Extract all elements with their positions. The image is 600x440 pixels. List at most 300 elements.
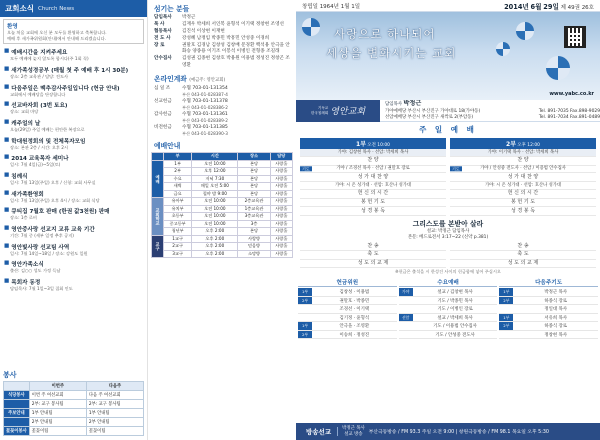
account-number-2: 부산 043-01-028386-2 — [182, 105, 228, 111]
dept-row — [152, 235, 293, 243]
news-item-title-text: 학대원정회의 및 전체목자모임 — [11, 138, 86, 145]
news-item — [4, 84, 143, 98]
news-item-title-text: 침례식 — [11, 174, 28, 181]
news-item — [4, 66, 143, 80]
news-item-title-text: 선교바자회 (3번 토요) — [11, 103, 68, 110]
worship-row — [300, 173, 446, 182]
logo-name: 영안교회 — [330, 107, 366, 117]
dept-cell: 본당 — [238, 175, 270, 183]
news-item-title-text: 캐주얼의 날 — [11, 121, 41, 128]
dept-row — [152, 160, 293, 168]
dept-title: 예배안내 — [154, 142, 181, 151]
worship-col-1-header — [300, 138, 446, 149]
broadcast-bar — [296, 423, 600, 440]
dept-cell: 오후 12:00 — [192, 168, 238, 176]
worship-row-text: 찬 양 — [367, 157, 379, 164]
issue-month: 6월 — [530, 2, 542, 11]
dept-head-3: 담당 — [270, 153, 292, 161]
worship-row-text: 성 가 대 찬 양 — [507, 173, 539, 180]
bullet-icon: ■ — [4, 260, 10, 267]
volunteer-this-week: 이번 주 여선교회 — [29, 391, 86, 400]
news-item — [4, 207, 143, 221]
issue-number: 26호 — [581, 4, 594, 11]
cover-column — [296, 0, 600, 440]
server-row — [151, 36, 293, 43]
duty-value: 이승희 · 정성진 — [339, 332, 370, 338]
volunteer-row-label: 꽃꽂이봉사 — [4, 427, 30, 436]
news-item-title-text: 예배시간을 지켜주세요 — [11, 50, 68, 57]
dept-head-0: 부 — [164, 153, 192, 161]
bullet-icon: ■ — [4, 242, 10, 249]
news-item-title-text: 영안중사랑 선교지 교류 교육 기간 — [11, 227, 95, 234]
worship-order — [296, 124, 600, 275]
news-item — [4, 225, 143, 239]
dept-cell: 1교구 — [164, 235, 192, 243]
news-item — [4, 278, 143, 292]
duty-value: 정창현 목사 — [544, 332, 567, 338]
worship-col-1 — [300, 138, 446, 216]
dept-row — [152, 228, 293, 236]
account-number: 수협 703-01-131385 — [182, 125, 228, 131]
duty-value: 서유희 목사 — [544, 315, 567, 321]
duty-row — [298, 288, 397, 297]
volunteer-section — [0, 370, 147, 436]
news-item-title-text: 큐티집 7월호 판매 (한권 값3천원) 판매 — [11, 209, 110, 216]
dept-cell: 새벽 — [164, 183, 192, 191]
post-sermon-row: 축 도 — [300, 251, 446, 260]
duty-key: 2부 — [298, 297, 312, 305]
post-sermon — [300, 242, 596, 268]
news-item-desc: 장소: 1층 로비 — [10, 215, 37, 221]
duty-wednesday — [399, 278, 498, 339]
dept-cell: 사랑홀 — [270, 213, 292, 221]
dept-cell: 청년부 — [164, 228, 192, 236]
sermon-preacher: 설교: 박정근 담임목사 — [426, 229, 470, 235]
duty-key: 2부 — [298, 331, 312, 339]
duty-key — [499, 331, 513, 339]
volunteer-this-week: 꽃꽂이팀 — [29, 427, 86, 436]
duty-key: 선암 — [399, 314, 413, 322]
duty-value: 하종식 장로 — [544, 324, 567, 330]
servers-title: 섬기는 분들 — [154, 5, 190, 13]
dept-cell: 사랑홀 — [270, 235, 292, 243]
post-sermon-row: 찬 송 — [300, 242, 446, 251]
news-item-title — [4, 207, 143, 215]
volunteer-head-next: 다음주 — [86, 382, 143, 391]
issue-year: 2014년 — [504, 2, 529, 11]
server-role: 장 로 — [154, 42, 165, 48]
dept-row — [152, 198, 293, 206]
prayer-tag: 기도 — [452, 166, 460, 172]
worship-col-2-header — [450, 138, 596, 149]
news-item-title — [4, 137, 143, 145]
dept-cell: 오전 10:00 — [192, 205, 238, 213]
news-item-title — [4, 278, 143, 286]
dept-cell: 2부 — [164, 168, 192, 176]
dept-cell: 오전 10:00 — [192, 220, 238, 228]
volunteer-next-week: 다음 주 여선교회 — [86, 391, 143, 400]
post-sermon-row: 축 도 — [450, 251, 596, 260]
server-role: 전 도 사 — [154, 35, 171, 41]
dept-row — [152, 168, 293, 176]
dept-cell: 사랑홀 — [270, 220, 292, 228]
duty-key: 2부 — [499, 322, 513, 330]
account-number: 수협 703-01-131361 — [182, 112, 228, 118]
worship-row-text: 찬 양 — [517, 157, 529, 164]
volunteer-row — [4, 400, 144, 409]
post-sermon-row: 성 도 의 교 제 — [300, 260, 446, 269]
bullet-icon: ■ — [4, 189, 10, 196]
news-item-title-text: 새가족환영회 — [11, 191, 44, 198]
duty-value: 설교 / 김창현 목사 — [437, 290, 473, 296]
news-item-desc: 장소: 교회 마당 — [10, 109, 39, 115]
pinwheel-icon — [516, 22, 534, 40]
dept-cell: 저녁 7:30 — [192, 175, 238, 183]
news-item-title — [4, 66, 143, 74]
dept-cell: 오전 10:00 — [192, 213, 238, 221]
news-item-title-text: 다음주일은 맥추감사주일입니다 (헌금 안내) — [11, 85, 120, 92]
news-item-desc: 교회에서 예배당을 단장합니다 — [10, 91, 66, 97]
bullet-icon: ■ — [4, 48, 10, 55]
tel-1: Tel. 891-7035 Fax.898-9029 — [538, 108, 600, 114]
duty-key — [298, 305, 312, 313]
duty-value: 권말호 · 박종민 — [339, 298, 370, 304]
welcome-title: 환영 — [7, 24, 18, 30]
founded-date: 창립일 1964년 1월 1일 — [302, 3, 361, 10]
dept-cell: 사랑홀 — [270, 160, 292, 168]
broadcast-info: 부산극동방송 / FM 93.3 주일 오전 9:00 | 창원극동방송 / FM 98.1 목요일 오후 5:30 — [368, 430, 549, 435]
duty-row — [399, 297, 498, 306]
worship-row-text: 봉 헌 기 도 — [510, 199, 536, 206]
volunteer-next-week: 2부: 교구 봉사팀 — [86, 400, 143, 409]
bullet-icon: ■ — [4, 66, 10, 73]
news-item — [4, 137, 143, 151]
dept-cell: 유치부 — [164, 205, 192, 213]
service-1-leaders: 가야: 김창현 목사 · 선암: 박세희 목사 — [300, 149, 446, 157]
bullet-icon: ■ — [4, 207, 10, 214]
duty-wednesday-title: 수요예배 — [399, 278, 498, 287]
account-number-2: 부산 043-01-028390-3 — [182, 131, 228, 137]
worship-row-text: 헌 신 의 시 간 — [507, 190, 539, 197]
duty-key: 1부 — [499, 314, 513, 322]
dept-cell: 사랑방 — [238, 235, 270, 243]
duty-row — [399, 314, 498, 323]
dept-cell: 본당 — [238, 160, 270, 168]
volunteer-next-week: 2부 안내팀 — [86, 418, 143, 427]
pastor-name: 박정근 — [403, 100, 422, 108]
dept-cell: 3층교육관 — [238, 213, 270, 221]
post-sermon-row: 찬 송 — [450, 242, 596, 251]
news-item-desc: 모두 예배에 늦지 않도록 합시다(주 1회 꼭) — [10, 56, 89, 62]
news-item — [4, 119, 143, 133]
pinwheel-icon — [496, 42, 510, 56]
duty-next-prayer — [499, 278, 598, 339]
volunteer-row-label: 식당봉사 — [4, 391, 30, 400]
worship-row — [300, 182, 446, 190]
news-item-desc: 장소: 본관 2층 / 시간: 오후 2시 — [10, 144, 68, 150]
offering-note: ※헌금은 출석을 시 한성건 사이의 헌금함에 넣어 주십시오 — [395, 269, 501, 275]
worship-row — [450, 207, 596, 216]
worship-col-2 — [450, 138, 596, 216]
duty-value: 하종식 장로 — [544, 298, 567, 304]
servers-list — [151, 15, 293, 70]
duty-row — [499, 297, 598, 306]
duty-row — [298, 314, 397, 323]
dept-cell: 본당 — [238, 168, 270, 176]
news-item-title — [4, 225, 143, 233]
dept-cell: 오후 2:00 — [192, 235, 238, 243]
news-item-title — [4, 172, 143, 180]
duty-row — [298, 297, 397, 306]
news-item-desc: 담임목사: 7월 1일~3일 집회 인도 — [10, 286, 73, 292]
dept-cell: 본당 — [238, 183, 270, 191]
dept-cell: 오후 2:00 — [192, 243, 238, 251]
worship-title: 주 일 예 배 — [419, 125, 477, 134]
duty-value: 조경선 · 이기택 — [339, 307, 370, 313]
dept-cell: 초등부 — [164, 213, 192, 221]
news-item-title — [4, 84, 143, 92]
dept-head-blank — [152, 153, 164, 161]
broadcast-speaker-sub: 설교 방송 — [344, 431, 363, 437]
duty-key: 가야 — [399, 288, 413, 296]
server-role: 목 사 — [154, 21, 165, 27]
server-role: 안수집사 — [154, 56, 172, 62]
sermon-block — [300, 218, 596, 240]
duty-row — [499, 288, 598, 297]
news-item — [4, 154, 143, 168]
duty-row — [399, 305, 498, 314]
volunteer-row — [4, 427, 144, 436]
server-row — [151, 56, 293, 70]
duty-value: 기도 / 안성중 전도사 — [435, 332, 475, 338]
dept-cell: 중고등부 — [164, 220, 192, 228]
church-info — [296, 100, 600, 122]
worship-row — [450, 199, 596, 208]
church-url: www.yabc.co.kr — [549, 91, 594, 97]
accounts-list — [151, 85, 293, 137]
bullet-icon: ■ — [4, 136, 10, 143]
issue-volume: 제 49권 — [560, 4, 580, 11]
duty-value: 기도 / 이병인 장로 — [437, 307, 473, 313]
duty-row — [399, 288, 498, 297]
service-1-rows — [300, 157, 446, 216]
duty-key — [399, 322, 413, 330]
duty-row — [399, 331, 498, 340]
dept-cell: 철야 밤 9:00 — [192, 190, 238, 198]
worship-row — [450, 166, 596, 174]
duty-key — [399, 305, 413, 313]
dept-cell: 유아부 — [164, 198, 192, 206]
news-item-desc: 장소: 2층 교육관 / 담당: 전도사 — [10, 74, 69, 80]
pastor-info — [380, 100, 600, 120]
news-item-title — [4, 154, 143, 162]
dept-cell: 3층 — [238, 220, 270, 228]
account-number-2: 부산 043-01-028389-2 — [182, 118, 228, 124]
logo-subtext — [311, 106, 328, 115]
dept-cell: 금요 — [164, 190, 192, 198]
bullet-icon: ■ — [4, 154, 10, 161]
duty-key — [399, 297, 413, 305]
server-row — [151, 15, 293, 22]
info-column — [151, 0, 293, 440]
bullet-icon: ■ — [4, 172, 10, 179]
issue-date — [504, 1, 594, 11]
broadcast-speaker — [342, 426, 365, 437]
welcome-box — [3, 19, 144, 44]
duty-value: 기도 / 박종민 목사 — [437, 298, 473, 304]
news-item-desc: 출산: 김○○ 성도 가정 득남 — [10, 268, 61, 274]
banner-line-1: 사랑으로 하나되어 — [334, 27, 436, 41]
issue-day: 29일 — [543, 2, 559, 11]
news-item-title-text: 영안가족소식 — [11, 262, 44, 269]
news-item-desc: 일시: 7월 4일(금)~5일(토) — [10, 162, 61, 168]
accounts-header — [154, 73, 290, 83]
dept-cell: 사랑홀 — [270, 228, 292, 236]
news-title: 교회소식 — [5, 4, 34, 13]
duty-key: 1부 — [298, 322, 312, 330]
news-item-title-text: 2014 교육목자 세미나 — [11, 156, 69, 163]
dept-group: 교회학교 — [152, 198, 164, 236]
news-item-title — [4, 243, 143, 251]
news-list — [0, 48, 147, 291]
account-type: 십 일 조 — [154, 86, 171, 92]
dept-table — [151, 152, 293, 258]
account-number: 수협 703-01-131378 — [182, 99, 228, 105]
server-role: 담임목사 — [154, 15, 172, 20]
worship-row — [450, 157, 596, 166]
news-item-title-text: 영안빛사랑 선교팀 사역 — [11, 244, 70, 251]
dept-cell: 오후 2:00 — [192, 228, 238, 236]
server-names: 권말호 김경남 김창성 김창배 문경환 백석용 안극을 안화승 양종용 이기조 이봉석 이병인 전형종 조길래 — [182, 42, 290, 55]
dept-row — [152, 250, 293, 258]
bullet-icon: ■ — [4, 278, 10, 285]
dept-cell: 사랑홀 — [270, 175, 292, 183]
news-column — [0, 0, 148, 440]
news-item-title-text: 목회자 동정 — [11, 280, 41, 287]
worship-row-text: 헌 신 의 시 간 — [357, 190, 389, 197]
duty-key: 1부 — [499, 288, 513, 296]
dept-row — [152, 183, 293, 191]
volunteer-title: 봉사 — [3, 371, 17, 379]
worship-row — [300, 199, 446, 208]
broadcast-speaker-name: 박정근 목사 — [342, 426, 365, 431]
dept-row — [152, 190, 293, 198]
duty-row — [499, 305, 598, 314]
pinwheel-icon — [302, 18, 320, 36]
sermon-title: 그리스도를 본받아 살라 — [412, 220, 484, 229]
post-sermon-2 — [450, 242, 596, 268]
dept-cell: 믿음방 — [238, 243, 270, 251]
banner-line-2: 세상을 변화시키는 교회 — [326, 46, 457, 60]
address-2: 선암예배당 부산시 부산진구 새싹로 2(부암동) — [385, 114, 474, 120]
worship-row-text: 가야: 시 온 성가대 · 선암: 호산나 성가대 — [334, 182, 412, 188]
service-1-label: 1부 — [356, 141, 367, 148]
dept-row — [152, 175, 293, 183]
duty-row — [298, 331, 397, 340]
server-names: 김재우 박세희 서인복 윤형석 이기택 정창현 조영선 — [182, 21, 284, 27]
duty-row — [298, 305, 397, 314]
post-sermon-1 — [300, 242, 446, 268]
worship-row — [300, 190, 446, 199]
duty-row — [298, 322, 397, 331]
volunteer-head-this: 이번주 — [29, 382, 86, 391]
worship-row — [450, 182, 596, 190]
logo-sub-2: 한국침례회 — [310, 110, 329, 115]
duty-offering-title: 헌금위원 — [298, 278, 397, 287]
volunteer-next-week: 1부 안내팀 — [86, 409, 143, 418]
dept-cell: 3교구 — [164, 250, 192, 258]
dept-cell: 2층교육관 — [238, 198, 270, 206]
news-item — [4, 190, 143, 204]
duty-row — [399, 322, 498, 331]
dept-group: 교구 — [152, 235, 164, 258]
worship-row — [300, 157, 446, 166]
duty-value: 설교 / 박세희 목사 — [437, 315, 473, 321]
worship-row-text: 가야: 시 온 성가대 · 선암: 호산나 성가대 — [484, 182, 562, 188]
news-item-desc: 오늘(29일) 주일 예배는 편안한 복장으로 — [10, 127, 85, 133]
news-item — [4, 101, 143, 115]
news-item — [4, 172, 143, 186]
volunteer-row — [4, 409, 144, 418]
duty-value: 김기정 · 윤형석 — [339, 315, 370, 321]
welcome-desc-1: 오늘 처음 교회에 오신 분 모두를 환영하고 축복합니다. — [7, 30, 107, 35]
dept-cell: 1부 — [164, 160, 192, 168]
dept-row — [152, 220, 293, 228]
duty-key: 2부 — [499, 297, 513, 305]
volunteer-next-week: 꽃꽂이팀 — [86, 427, 143, 436]
welcome-desc-2: 예배 후 새가족위원회(안내)에서 안내해 드리겠습니다. — [7, 35, 106, 41]
service-2-time: 오후 12:00 — [517, 143, 540, 148]
dept-cell: 본당 — [238, 190, 270, 198]
dept-cell: 매일 오전 5:00 — [192, 183, 238, 191]
news-item-title — [4, 48, 143, 56]
server-row — [151, 29, 293, 36]
dept-head-2: 장소 — [238, 153, 270, 161]
duty-value: 박정근 목사 — [544, 290, 567, 296]
news-item — [4, 260, 143, 274]
volunteer-row-label — [4, 418, 30, 427]
worship-row — [450, 173, 596, 182]
dept-cell: 사랑홀 — [270, 198, 292, 206]
volunteer-table — [3, 381, 144, 436]
account-number-2: 부산 043-01-028387-4 — [182, 92, 228, 98]
dept-row — [152, 213, 293, 221]
account-type: 비전헌금 — [154, 125, 172, 131]
qr-code-icon — [564, 26, 586, 48]
news-item-desc: 일시: 7월 14일~18일 / 장소: 강원도 일원 — [10, 250, 88, 256]
worship-row — [450, 190, 596, 199]
news-item — [4, 243, 143, 257]
duty-value: 기도 / 이용범 안수집사 — [433, 324, 477, 330]
server-row — [151, 43, 293, 57]
news-header — [0, 0, 147, 17]
duty-row — [499, 314, 598, 323]
dept-cell: 본당 — [238, 228, 270, 236]
account-type: 감사헌금 — [154, 112, 172, 118]
news-item-desc: 일시: 7월 13일(주일) 오후 4시 / 장소: 교회 식당 — [10, 197, 100, 203]
broadcast-title: 방송선교 — [300, 427, 338, 436]
volunteer-head-blank — [4, 382, 30, 391]
worship-row-text: 가야 / 조경선 목사 · 선암 / 권말호 장로 — [336, 166, 410, 172]
duty-next-prayer-title: 다음주기도 — [499, 278, 598, 287]
account-number: 수협 703-01-131354 — [182, 86, 228, 92]
bullet-icon: ■ — [4, 119, 10, 126]
church-logo — [296, 100, 380, 122]
dept-cell: 오전 10:00 — [192, 198, 238, 206]
dept-cell: 오후 2:00 — [192, 250, 238, 258]
prayer-tag: 기도 — [302, 166, 310, 172]
volunteer-this-week: 2부: 교구 봉사팀 — [29, 400, 86, 409]
